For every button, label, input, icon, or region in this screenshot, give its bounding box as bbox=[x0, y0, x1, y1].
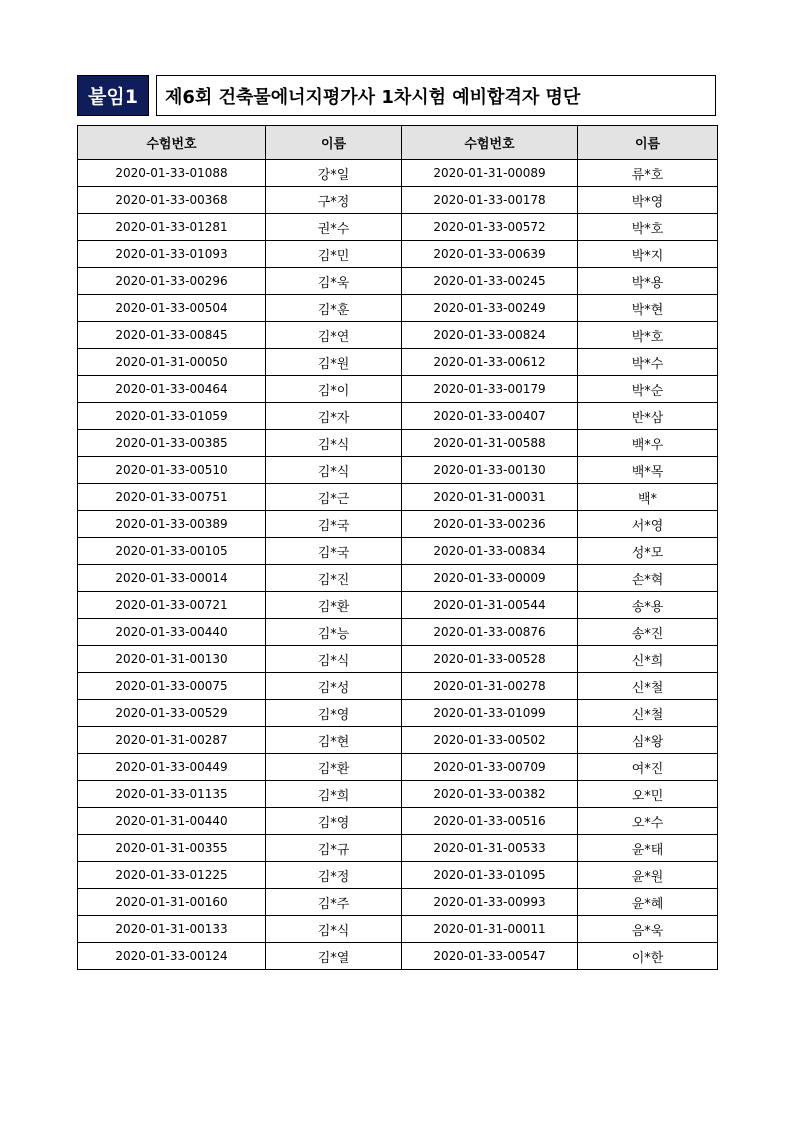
exam-number-cell: 2020-01-33-00516 bbox=[402, 808, 578, 835]
name-cell: 김*정 bbox=[266, 862, 402, 889]
name-cell: 김*식 bbox=[266, 457, 402, 484]
exam-number-cell: 2020-01-33-01095 bbox=[402, 862, 578, 889]
exam-number-cell: 2020-01-33-00528 bbox=[402, 646, 578, 673]
table-row bbox=[78, 619, 718, 646]
table-row bbox=[78, 295, 718, 322]
exam-number-cell: 2020-01-33-00382 bbox=[402, 781, 578, 808]
name-cell: 박*지 bbox=[578, 241, 718, 268]
exam-number-cell: 2020-01-33-01093 bbox=[78, 241, 266, 268]
exam-number-cell: 2020-01-33-00529 bbox=[78, 700, 266, 727]
table-row bbox=[78, 457, 718, 484]
name-cell: 박*호 bbox=[578, 214, 718, 241]
table-row bbox=[78, 241, 718, 268]
exam-number-cell: 2020-01-33-00105 bbox=[78, 538, 266, 565]
exam-number-cell: 2020-01-33-01135 bbox=[78, 781, 266, 808]
column-header-name: 이름 bbox=[578, 126, 718, 160]
name-cell: 반*삼 bbox=[578, 403, 718, 430]
exam-number-cell: 2020-01-33-00572 bbox=[402, 214, 578, 241]
name-cell: 김*영 bbox=[266, 700, 402, 727]
exam-number-cell: 2020-01-33-00824 bbox=[402, 322, 578, 349]
name-cell: 김*이 bbox=[266, 376, 402, 403]
name-cell: 백* bbox=[578, 484, 718, 511]
name-cell: 김*주 bbox=[266, 889, 402, 916]
exam-number-cell: 2020-01-33-00368 bbox=[78, 187, 266, 214]
name-cell: 백*우 bbox=[578, 430, 718, 457]
name-cell: 김*국 bbox=[266, 538, 402, 565]
name-cell: 윤*원 bbox=[578, 862, 718, 889]
name-cell: 김*능 bbox=[266, 619, 402, 646]
table-row bbox=[78, 889, 718, 916]
exam-number-cell: 2020-01-33-00449 bbox=[78, 754, 266, 781]
exam-number-cell: 2020-01-31-00588 bbox=[402, 430, 578, 457]
exam-number-cell: 2020-01-33-00504 bbox=[78, 295, 266, 322]
name-cell: 송*진 bbox=[578, 619, 718, 646]
name-cell: 권*수 bbox=[266, 214, 402, 241]
name-cell: 김*환 bbox=[266, 754, 402, 781]
exam-number-cell: 2020-01-33-00639 bbox=[402, 241, 578, 268]
name-cell: 박*영 bbox=[578, 187, 718, 214]
exam-number-cell: 2020-01-33-00993 bbox=[402, 889, 578, 916]
exam-number-cell: 2020-01-33-00296 bbox=[78, 268, 266, 295]
name-cell: 여*진 bbox=[578, 754, 718, 781]
exam-number-cell: 2020-01-33-00751 bbox=[78, 484, 266, 511]
name-cell: 김*규 bbox=[266, 835, 402, 862]
name-cell: 류*호 bbox=[578, 160, 718, 187]
name-cell: 김*성 bbox=[266, 673, 402, 700]
name-cell: 이*한 bbox=[578, 943, 718, 970]
exam-number-cell: 2020-01-33-00709 bbox=[402, 754, 578, 781]
table-row bbox=[78, 781, 718, 808]
name-cell: 김*현 bbox=[266, 727, 402, 754]
name-cell: 김*영 bbox=[266, 808, 402, 835]
exam-number-cell: 2020-01-33-00510 bbox=[78, 457, 266, 484]
table-header-row bbox=[78, 126, 718, 160]
name-cell: 손*혁 bbox=[578, 565, 718, 592]
name-cell: 김*환 bbox=[266, 592, 402, 619]
exam-number-cell: 2020-01-31-00287 bbox=[78, 727, 266, 754]
name-cell: 심*왕 bbox=[578, 727, 718, 754]
exam-number-cell: 2020-01-33-01059 bbox=[78, 403, 266, 430]
name-cell: 김*민 bbox=[266, 241, 402, 268]
table-row bbox=[78, 538, 718, 565]
table-row bbox=[78, 322, 718, 349]
exam-number-cell: 2020-01-33-00124 bbox=[78, 943, 266, 970]
table-row bbox=[78, 862, 718, 889]
column-header-exam-number: 수험번호 bbox=[402, 126, 578, 160]
name-cell: 김*진 bbox=[266, 565, 402, 592]
exam-number-cell: 2020-01-33-00547 bbox=[402, 943, 578, 970]
table-row bbox=[78, 160, 718, 187]
exam-number-cell: 2020-01-33-00876 bbox=[402, 619, 578, 646]
exam-number-cell: 2020-01-31-00011 bbox=[402, 916, 578, 943]
table-row bbox=[78, 430, 718, 457]
table-row bbox=[78, 835, 718, 862]
exam-number-cell: 2020-01-31-00440 bbox=[78, 808, 266, 835]
name-cell: 김*훈 bbox=[266, 295, 402, 322]
candidate-table bbox=[77, 125, 718, 970]
table-row bbox=[78, 484, 718, 511]
name-cell: 신*철 bbox=[578, 700, 718, 727]
name-cell: 백*목 bbox=[578, 457, 718, 484]
table-row bbox=[78, 403, 718, 430]
exam-number-cell: 2020-01-31-00355 bbox=[78, 835, 266, 862]
exam-number-cell: 2020-01-33-00075 bbox=[78, 673, 266, 700]
name-cell: 박*수 bbox=[578, 349, 718, 376]
table-row bbox=[78, 673, 718, 700]
name-cell: 김*희 bbox=[266, 781, 402, 808]
exam-number-cell: 2020-01-31-00050 bbox=[78, 349, 266, 376]
exam-number-cell: 2020-01-33-00845 bbox=[78, 322, 266, 349]
document-title: 제6회 건축물에너지평가사 1차시험 예비합격자 명단 bbox=[156, 75, 716, 116]
table-row bbox=[78, 754, 718, 781]
exam-number-cell: 2020-01-31-00278 bbox=[402, 673, 578, 700]
exam-number-cell: 2020-01-31-00130 bbox=[78, 646, 266, 673]
name-cell: 오*민 bbox=[578, 781, 718, 808]
document-header bbox=[77, 75, 716, 116]
table-row bbox=[78, 376, 718, 403]
name-cell: 오*수 bbox=[578, 808, 718, 835]
name-cell: 박*용 bbox=[578, 268, 718, 295]
table-row bbox=[78, 214, 718, 241]
exam-number-cell: 2020-01-33-00014 bbox=[78, 565, 266, 592]
name-cell: 김*연 bbox=[266, 322, 402, 349]
exam-number-cell: 2020-01-33-01225 bbox=[78, 862, 266, 889]
exam-number-cell: 2020-01-33-00178 bbox=[402, 187, 578, 214]
table-row bbox=[78, 916, 718, 943]
exam-number-cell: 2020-01-33-00245 bbox=[402, 268, 578, 295]
exam-number-cell: 2020-01-33-00464 bbox=[78, 376, 266, 403]
name-cell: 김*열 bbox=[266, 943, 402, 970]
name-cell: 박*현 bbox=[578, 295, 718, 322]
exam-number-cell: 2020-01-31-00544 bbox=[402, 592, 578, 619]
name-cell: 음*욱 bbox=[578, 916, 718, 943]
name-cell: 김*식 bbox=[266, 646, 402, 673]
name-cell: 김*원 bbox=[266, 349, 402, 376]
exam-number-cell: 2020-01-33-00612 bbox=[402, 349, 578, 376]
exam-number-cell: 2020-01-33-00389 bbox=[78, 511, 266, 538]
exam-number-cell: 2020-01-33-00407 bbox=[402, 403, 578, 430]
name-cell: 윤*혜 bbox=[578, 889, 718, 916]
name-cell: 신*철 bbox=[578, 673, 718, 700]
table-row bbox=[78, 646, 718, 673]
exam-number-cell: 2020-01-33-00721 bbox=[78, 592, 266, 619]
table-row bbox=[78, 808, 718, 835]
table-row bbox=[78, 511, 718, 538]
column-header-exam-number: 수험번호 bbox=[78, 126, 266, 160]
exam-number-cell: 2020-01-33-01099 bbox=[402, 700, 578, 727]
exam-number-cell: 2020-01-33-00179 bbox=[402, 376, 578, 403]
exam-number-cell: 2020-01-33-00834 bbox=[402, 538, 578, 565]
exam-number-cell: 2020-01-31-00031 bbox=[402, 484, 578, 511]
name-cell: 신*희 bbox=[578, 646, 718, 673]
exam-number-cell: 2020-01-33-00440 bbox=[78, 619, 266, 646]
table-row bbox=[78, 565, 718, 592]
table-row bbox=[78, 727, 718, 754]
exam-number-cell: 2020-01-33-00236 bbox=[402, 511, 578, 538]
name-cell: 김*자 bbox=[266, 403, 402, 430]
exam-number-cell: 2020-01-33-00130 bbox=[402, 457, 578, 484]
name-cell: 서*영 bbox=[578, 511, 718, 538]
table-row bbox=[78, 349, 718, 376]
exam-number-cell: 2020-01-33-00502 bbox=[402, 727, 578, 754]
column-header-name: 이름 bbox=[266, 126, 402, 160]
name-cell: 김*욱 bbox=[266, 268, 402, 295]
table-body bbox=[78, 160, 718, 970]
name-cell: 강*일 bbox=[266, 160, 402, 187]
name-cell: 김*식 bbox=[266, 430, 402, 457]
name-cell: 송*용 bbox=[578, 592, 718, 619]
table-row bbox=[78, 700, 718, 727]
name-cell: 박*순 bbox=[578, 376, 718, 403]
table-row bbox=[78, 592, 718, 619]
exam-number-cell: 2020-01-33-00249 bbox=[402, 295, 578, 322]
table-row bbox=[78, 943, 718, 970]
name-cell: 김*근 bbox=[266, 484, 402, 511]
exam-number-cell: 2020-01-33-00385 bbox=[78, 430, 266, 457]
name-cell: 구*정 bbox=[266, 187, 402, 214]
exam-number-cell: 2020-01-31-00133 bbox=[78, 916, 266, 943]
exam-number-cell: 2020-01-33-01088 bbox=[78, 160, 266, 187]
exam-number-cell: 2020-01-33-00009 bbox=[402, 565, 578, 592]
name-cell: 김*식 bbox=[266, 916, 402, 943]
table-row bbox=[78, 187, 718, 214]
name-cell: 김*국 bbox=[266, 511, 402, 538]
exam-number-cell: 2020-01-33-01281 bbox=[78, 214, 266, 241]
attachment-label: 붙임1 bbox=[77, 75, 149, 116]
name-cell: 성*모 bbox=[578, 538, 718, 565]
name-cell: 박*호 bbox=[578, 322, 718, 349]
exam-number-cell: 2020-01-31-00160 bbox=[78, 889, 266, 916]
name-cell: 윤*태 bbox=[578, 835, 718, 862]
exam-number-cell: 2020-01-31-00533 bbox=[402, 835, 578, 862]
exam-number-cell: 2020-01-31-00089 bbox=[402, 160, 578, 187]
table-row bbox=[78, 268, 718, 295]
